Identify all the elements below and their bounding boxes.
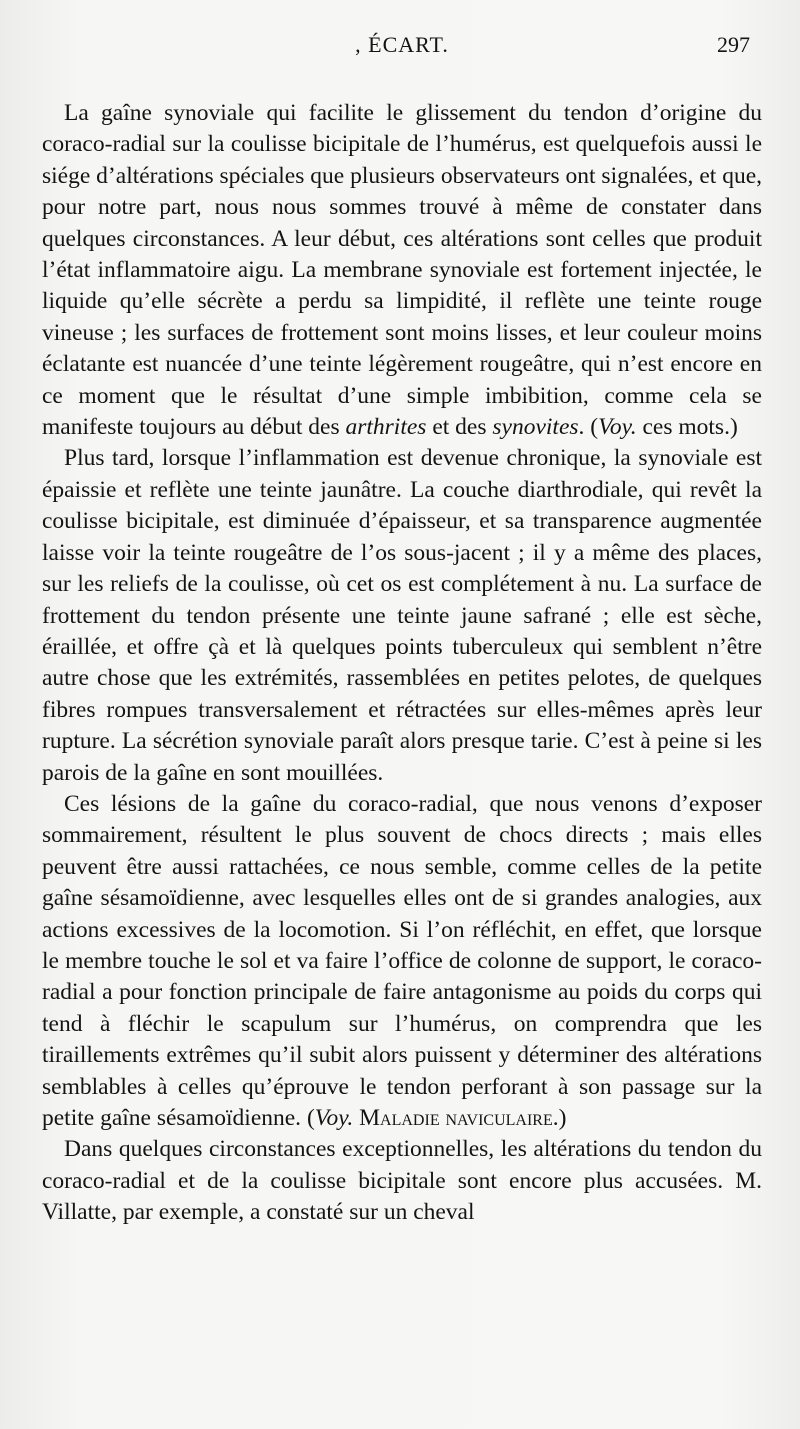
italic-voy: Voy. bbox=[598, 414, 637, 441]
paragraph-4: Dans quelques circonstances exceptionnelles, les altérations du tendon du coraco-radial et de la coulisse bicipitale sont encore plus accusées. M. Villatte, par exemple, a constaté sur un cheval bbox=[42, 1136, 762, 1226]
paragraph-1 bbox=[42, 98, 762, 443]
reference-open: ( bbox=[306, 1105, 315, 1131]
paragraph-1-end: ces mots.) bbox=[642, 414, 738, 441]
running-head bbox=[42, 18, 762, 58]
paragraph-1-connector: et des bbox=[432, 414, 487, 441]
reference-voy: Voy. bbox=[314, 1105, 354, 1131]
italic-arthrites: arthrites bbox=[345, 414, 427, 441]
page-number: 297 bbox=[717, 32, 750, 57]
paragraph-1-text: La gaîne synoviale qui facilite le glissement du tendon d’origine du coraco-radial sur la coulisse bicipitale de l’humérus, est quelquefois aussi le siége d’altérations spéciales que plusieurs observateurs ont signalées, et que, pour notre part, nous nous sommes trouvé à même de constater dans quelques circonstances. A leur début, ces altérations sont celles que produit l’état inflammatoire aigu. La membrane synoviale est fortement injectée, le liquide qu’elle sécrète a perdu sa limpidité, il reflète une teinte rouge vineuse ; les surfaces de frottement sont moins lisses, et leur couleur moins éclatante est nuancée d’une teinte légèrement rougeâtre, qui n’est encore en ce moment que le résultat d’une simple imbibition, comme cela se manifeste toujours au début des bbox=[42, 100, 762, 441]
paragraph-3-text: Ces lésions de la gaîne du coraco-radial, que nous venons d’exposer sommairement, résultent le plus souvent de chocs directs ; mais elles peuvent être aussi rattachées, ce nous semble, comme celles de la petite gaîne sésamoïdienne, avec lesquelles elles ont de si grandes analogies, aux actions excessives de la locomotion. Si l’on réfléchit, en effet, que lorsque le membre touche le sol et va faire l’office de colonne de support, le coraco-radial a pour fonction principale de faire antagonisme au poids du corps qui tend à fléchir le scapulum sur l’humérus, on comprendra que les tiraillements extrêmes qu’il subit alors puissent y déterminer des altérations semblables à celles qu’éprouve le tendon perforant à son passage sur la petite gaîne sésamoïdienne. bbox=[42, 790, 762, 1131]
running-title: , ÉCART. bbox=[355, 32, 449, 57]
italic-synovites: synovites bbox=[492, 414, 579, 441]
paragraph-1-punct: . ( bbox=[578, 414, 599, 441]
paragraph-2: Plus tard, lorsque l’inflammation est devenue chronique, la synoviale est épaissie et reflète une teinte jaunâtre. La couche diarthrodiale, qui revêt la coulisse bicipitale, est diminuée d’épaisseur, et sa transparence augmentée laisse voir la teinte rougeâtre de l’os sous-jacent ; il y a même des places, sur les reliefs de la coulisse, où cet os est complétement à nu. La surface de frottement du tendon présente une teinte jaune safrané ; elle est sèche, éraillée, et offre çà et là quelques points tuberculeux qui semblent n’être autre chose que les extrémités, rassemblées en petites pelotes, de quelques fibres rompues transversalement et rétractées sur elles-mêmes après leur rupture. La sécrétion synoviale paraît alors presque tarie. C’est à peine si les parois de la gaîne en sont mouillées. bbox=[42, 445, 762, 786]
reference-title: Maladie naviculaire. bbox=[359, 1105, 559, 1131]
paragraph-3 bbox=[42, 789, 762, 1134]
reference-close: ) bbox=[558, 1105, 567, 1131]
body-text bbox=[42, 98, 762, 1229]
